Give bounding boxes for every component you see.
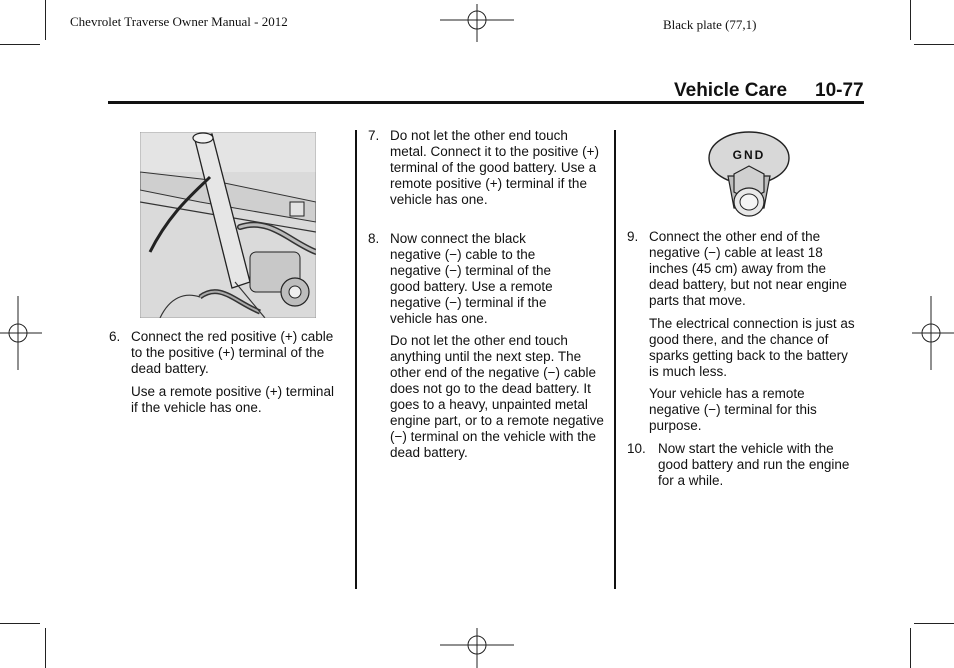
step-number: 7. <box>368 128 380 143</box>
step-text: Connect the red positive (+) cable to the positive (+) terminal of the dead battery. <box>131 329 334 376</box>
registration-mark-icon <box>912 296 954 370</box>
step-number: 6. <box>109 329 121 344</box>
step-number: 9. <box>627 229 639 244</box>
ground-bolt-illustration <box>706 130 792 220</box>
step-text: Now start the vehicle with the good battery and run the engine for a while. <box>658 441 850 488</box>
registration-mark-icon <box>0 296 42 370</box>
column-divider <box>355 130 357 589</box>
running-header-plate: Black plate (77,1) <box>663 17 757 32</box>
step-text: Do not let the other end touch metal. Connect it to the positive (+) terminal of the good battery. Use a remote positive (+) terminal if the vehicle has one. <box>390 128 599 207</box>
crop-mark <box>0 44 40 45</box>
registration-mark-icon <box>440 4 514 42</box>
running-header-title: Chevrolet Traverse Owner Manual - 2012 <box>70 14 288 29</box>
engine-bay-illustration <box>140 132 316 318</box>
section-title: Vehicle Care <box>674 80 788 101</box>
crop-mark <box>45 0 46 40</box>
registration-mark-icon <box>440 628 514 668</box>
step-text: Now connect the black negative (−) cable to the negative (−) terminal of the good battery. Use a remote negative (−) terminal if the vehicle has one. <box>390 231 553 326</box>
step-number: 8. <box>368 231 380 246</box>
step-9-note-1: The electrical connection is just as good there, and the chance of sparks getting back to the battery is much less. <box>649 316 855 379</box>
gnd-label: GND <box>732 148 766 162</box>
step-8-note: Do not let the other end touch anything until the next step. The other end of the negative (−) cable does not go to the dead battery. It goes to a heavy, unpainted metal engine part, or to a remote negative (−) terminal on the vehicle with the dead battery. <box>390 333 604 460</box>
page-number: 10-77 <box>815 80 864 101</box>
step-9-note-2: Your vehicle has a remote negative (−) terminal for this purpose. <box>649 386 817 433</box>
crop-mark <box>914 623 954 624</box>
crop-mark <box>45 628 46 668</box>
crop-mark <box>910 628 911 668</box>
step-number: 10. <box>627 441 646 456</box>
crop-mark <box>0 623 40 624</box>
column-divider <box>614 130 616 589</box>
step-text: Connect the other end of the negative (−) cable at least 18 inches (45 cm) away from the dead battery, but not near engine parts that move. <box>649 229 847 308</box>
crop-mark <box>910 0 911 40</box>
crop-mark <box>914 44 954 45</box>
step-6-note: Use a remote positive (+) terminal if the vehicle has one. <box>131 384 334 415</box>
header-rule <box>108 101 864 104</box>
